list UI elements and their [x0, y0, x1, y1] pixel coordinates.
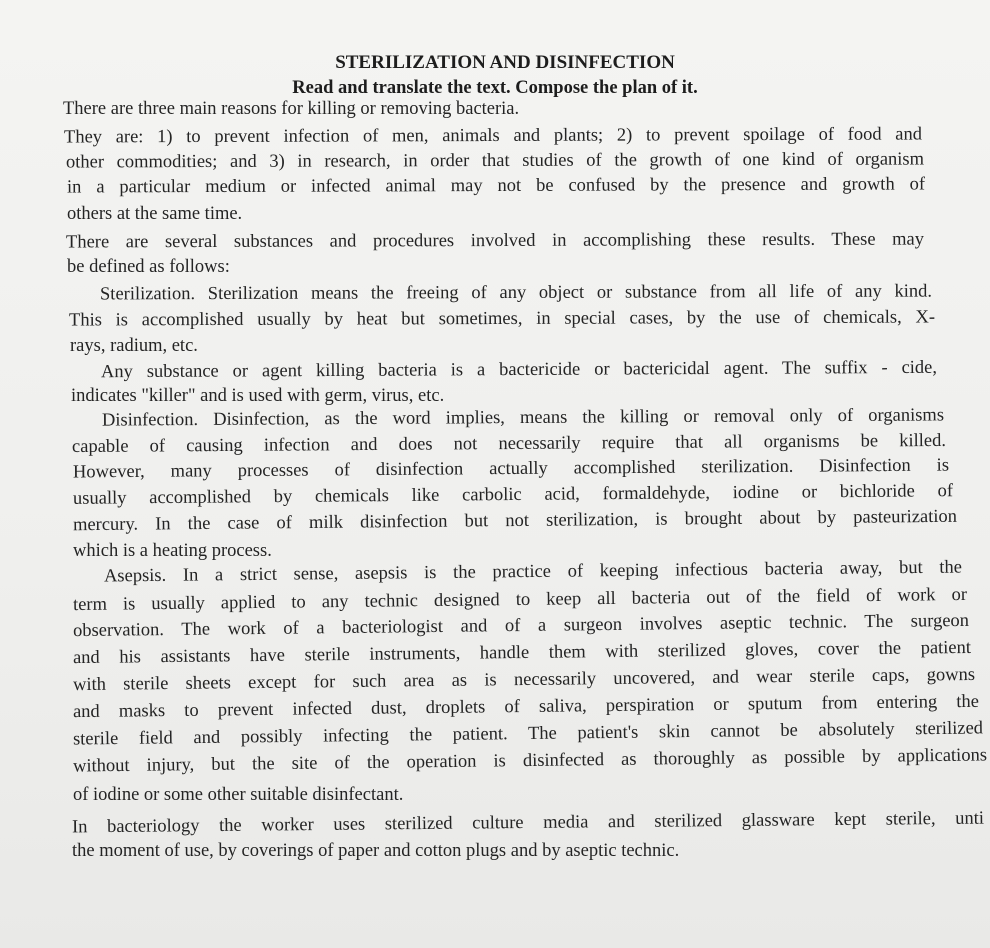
text-line: and his assistants have sterile instruments, handle them with sterilized gloves, cover the patient — [72, 637, 972, 669]
text-line: indicates "killer" and is used with germ, virus, etc. — [71, 386, 445, 406]
text-line: Any substance or agent killing bacteria is a bactericide or bactericidal agent. The suffix - cide, — [100, 357, 938, 383]
text-line: They are: 1) to prevent infection of men, animals and plants; 2) to prevent spoilage of food and — [63, 124, 923, 148]
text-line: others at the same time. — [67, 204, 243, 224]
text-line: There are three main reasons for killing or removing bacteria. — [63, 99, 520, 119]
text-line: mercury. In the case of milk disinfection but not sterilization, is brought about by pasteurization — [72, 506, 958, 536]
text-line: term is usually applied to any technic designed to keep all bacteria out of the field of work or — [72, 584, 968, 616]
text-line: Disinfection. Disinfection, as the word implies, means the killing or removal only of organisms — [101, 405, 945, 431]
text-line: of iodine or some other suitable disinfectant. — [73, 785, 404, 805]
document-title: STERILIZATION AND DISINFECTION — [335, 52, 675, 73]
text-line: Asepsis. In a strict sense, asepsis is the practice of keeping infectious bacteria away, but the — [103, 557, 963, 587]
text-line: In bacteriology the worker uses sterilized culture media and sterilized glassware kept sterile, unti — [71, 808, 985, 838]
text-line: observation. The work of a bacteriologist and of a surgeon involves aseptic technic. The surgeon — [72, 610, 970, 642]
text-line: other commodities; and 3) in research, in order that studies of the growth of one kind of organism — [65, 149, 925, 173]
text-line: This is accomplished usually by heat but sometimes, in special cases, by the use of chemicals, X- — [68, 307, 936, 331]
text-line: which is a heating process. — [73, 541, 272, 561]
text-line: the moment of use, by coverings of paper and cotton plugs and by aseptic technic. — [72, 841, 680, 861]
text-line: and masks to prevent infected dust, droplets of saliva, perspiration or sputum from entering the — [72, 691, 980, 723]
text-line: be defined as follows: — [67, 257, 230, 277]
text-line: However, many processes of disinfection actually accomplished sterilization. Disinfection is — [72, 455, 950, 483]
text-line: sterile field and possibly infecting the patient. The patient's skin cannot be absolutely sterilized — [72, 718, 984, 750]
text-line: usually accomplished by chemicals like carbolic acid, formaldehyde, iodine or bichloride of — [72, 481, 954, 509]
text-line: There are several substances and procedures involved in accomplishing these results. These may — [65, 229, 925, 253]
text-line: in a particular medium or infected animal may not be confused by the presence and growth of — [66, 174, 926, 198]
text-line: capable of causing infection and does not necessarily require that all organisms be killed. — [71, 430, 947, 458]
text-line: Sterilization. Sterilization means the freeing of any object or substance from all life of any kind. — [99, 281, 933, 305]
text-line: with sterile sheets except for such area as is necessarily uncovered, and wear sterile caps, gowns — [72, 664, 976, 696]
text-line: without injury, but the site of the operation is disinfected as thoroughly as possible by applications — [72, 745, 988, 777]
text-line: rays, radium, etc. — [70, 336, 198, 356]
document-subtitle: Read and translate the text. Compose the plan of it. — [292, 78, 698, 98]
